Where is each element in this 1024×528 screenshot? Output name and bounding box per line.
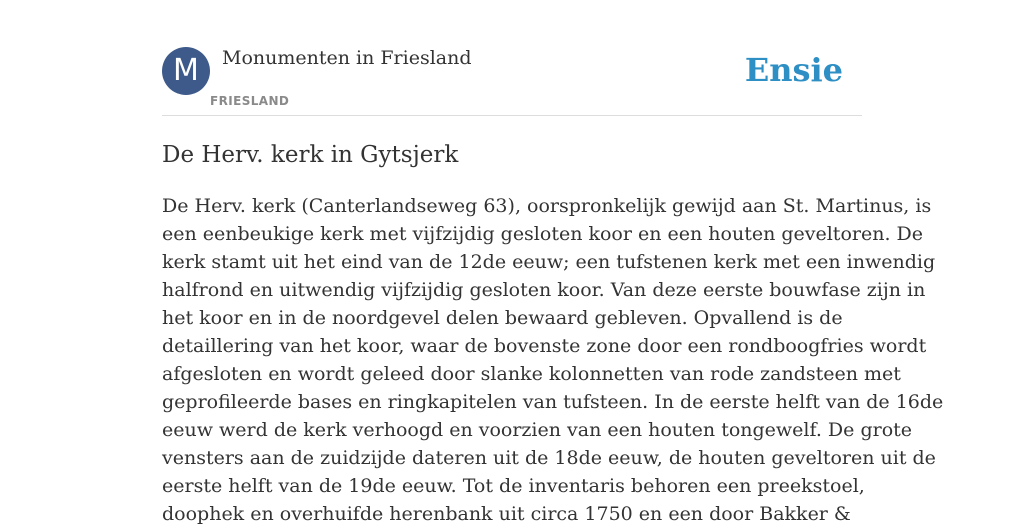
category-label[interactable]: FRIESLAND	[210, 94, 290, 108]
article-text-line: een eenbeukige kerk met vijfzijdig gesloten koor en een houten geveltoren. De	[162, 223, 924, 245]
article-text-line: geprofileerde bases en ringkapitelen van tufsteen. In de eerste helft van de 16de	[162, 391, 944, 413]
article-text-line: vensters aan de zuidzijde dateren uit de 18de eeuw, de houten geveltoren uit de	[162, 447, 936, 469]
header-divider	[162, 115, 862, 116]
article-text-line: halfrond en uitwendig vijfzijdig gesloten koor. Van deze eerste bouwfase zijn in	[162, 279, 926, 301]
article-text-line: afgesloten en wordt geleed door slanke kolonnetten van rode zandsteen met	[162, 363, 901, 385]
article-text-line: het koor en in de noordgevel delen bewaard gebleven. Opvallend is de	[162, 307, 843, 329]
article-text-line: De Herv. kerk (Canterlandseweg 63), oorspronkelijk gewijd aan St. Martinus, is	[162, 195, 932, 217]
article-text-line: eeuw werd de kerk verhoogd en voorzien van een houten tongewelf. De grote	[162, 419, 913, 441]
article-text-line: eerste helft van de 19de eeuw. Tot de inventaris behoren een preekstoel,	[162, 475, 865, 497]
avatar[interactable]: M	[162, 47, 210, 95]
article-body	[162, 192, 944, 528]
site-title[interactable]: Monumenten in Friesland	[222, 47, 472, 69]
article-text-line: kerk stamt uit het eind van de 12de eeuw; een tufstenen kerk met een inwendig	[162, 251, 936, 273]
article-text-line: detaillering van het koor, waar de bovenste zone door een rondboogfries wordt	[162, 335, 927, 357]
ensie-logo[interactable]: Ensie	[744, 51, 843, 89]
article-title: De Herv. kerk in Gytsjerk	[162, 142, 459, 168]
article-text-line: doophek en overhuifde herenbank uit circa 1750 en een door Bakker &	[162, 503, 851, 525]
